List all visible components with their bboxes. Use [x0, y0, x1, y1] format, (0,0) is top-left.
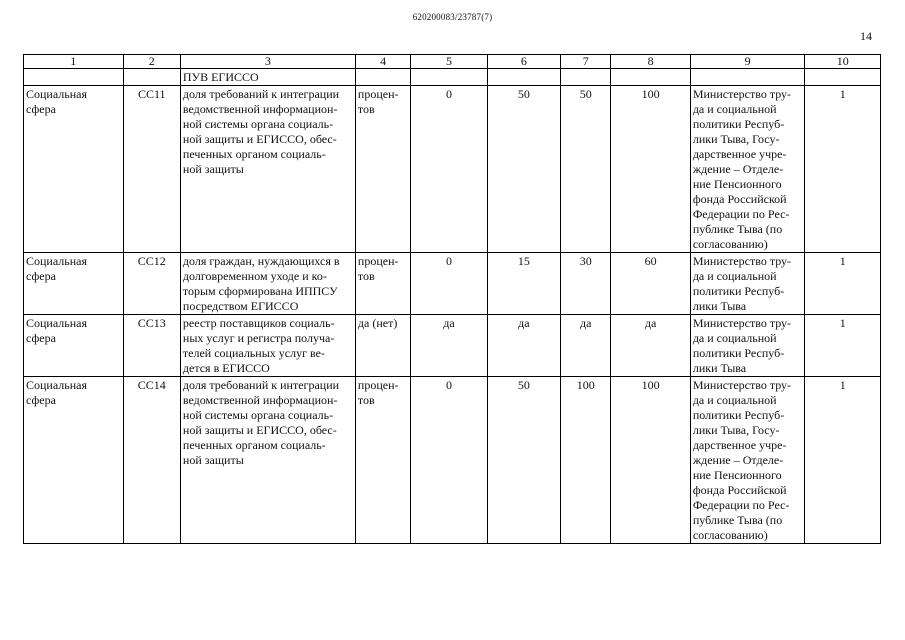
indicator-cell: доля требований к интеграции ведомственной информацион- ной системы органа социаль- ной защиты и ЕГИССО, обес- печенных органом социаль- ной защиты	[180, 377, 355, 544]
value-cell: да	[611, 315, 690, 377]
code-cell: СС13	[123, 315, 180, 377]
column-number-row	[24, 55, 881, 69]
column-number: 6	[487, 55, 560, 69]
responsible-cell: Министерство тру- да и социальной политики Респуб- лики Тыва, Госу- дарственное учре- ждение – Отделе- ние Пенсионного фонда Российской Федерации по Рес- публике Тыва (по согласованию)	[690, 86, 805, 253]
column-number: 5	[411, 55, 487, 69]
value-cell: 1	[805, 315, 881, 377]
table-row	[24, 253, 881, 315]
sphere-cell: Социальная сфера	[24, 86, 124, 253]
code-cell: СС11	[123, 86, 180, 253]
unit-cell: процен- тов	[355, 253, 410, 315]
value-cell: 100	[611, 86, 690, 253]
value-cell: 1	[805, 253, 881, 315]
value-cell: да	[411, 315, 487, 377]
column-number: 8	[611, 55, 690, 69]
unit-cell: процен- тов	[355, 377, 410, 544]
value-cell: 100	[611, 377, 690, 544]
table-row	[24, 86, 881, 253]
column-number: 1	[24, 55, 124, 69]
code-cell: СС14	[123, 377, 180, 544]
value-cell: 60	[611, 253, 690, 315]
value-cell: 100	[561, 377, 611, 544]
unit-cell: процен- тов	[355, 86, 410, 253]
value-cell: 50	[561, 86, 611, 253]
indicators-table	[23, 54, 881, 544]
code-cell: СС12	[123, 253, 180, 315]
value-cell: 50	[487, 377, 560, 544]
column-number: 10	[805, 55, 881, 69]
responsible-cell: Министерство тру- да и социальной политики Респуб- лики Тыва, Госу- дарственное учре- ждение – Отделе- ние Пенсионного фонда Российской Федерации по Рес- публике Тыва (по согласованию)	[690, 377, 805, 544]
value-cell: 1	[805, 377, 881, 544]
table-row	[24, 315, 881, 377]
value-cell: да	[487, 315, 560, 377]
sphere-cell: Социальная сфера	[24, 377, 124, 544]
unit-cell: да (нет)	[355, 315, 410, 377]
indicator-cell: доля требований к интеграции ведомственной информацион- ной системы органа социаль- ной защиты и ЕГИССО, обес- печенных органом социаль- ной защиты	[180, 86, 355, 253]
page-number: 14	[860, 29, 872, 43]
responsible-cell: Министерство тру- да и социальной политики Респуб- лики Тыва	[690, 315, 805, 377]
value-cell: 0	[411, 377, 487, 544]
continuation-row	[24, 69, 881, 86]
sphere-cell: Социальная сфера	[24, 315, 124, 377]
value-cell: 15	[487, 253, 560, 315]
column-number: 9	[690, 55, 805, 69]
value-cell: 30	[561, 253, 611, 315]
value-cell: 0	[411, 253, 487, 315]
indicator-cell: реестр поставщиков социаль- ных услуг и регистра получа- телей социальных услуг ве- дется в ЕГИССО	[180, 315, 355, 377]
continuation-text: ПУВ ЕГИССО	[180, 69, 355, 86]
indicator-cell: доля граждан, нуждающихся в долговременном уходе и ко- торым сформирована ИППСУ посредством ЕГИССО	[180, 253, 355, 315]
column-number: 4	[355, 55, 410, 69]
table-row	[24, 377, 881, 544]
column-number: 3	[180, 55, 355, 69]
responsible-cell: Министерство тру- да и социальной политики Респуб- лики Тыва	[690, 253, 805, 315]
sphere-cell: Социальная сфера	[24, 253, 124, 315]
value-cell: да	[561, 315, 611, 377]
column-number: 7	[561, 55, 611, 69]
value-cell: 1	[805, 86, 881, 253]
column-number: 2	[123, 55, 180, 69]
value-cell: 0	[411, 86, 487, 253]
value-cell: 50	[487, 86, 560, 253]
document-id: 620200083/23787(7)	[412, 12, 493, 22]
